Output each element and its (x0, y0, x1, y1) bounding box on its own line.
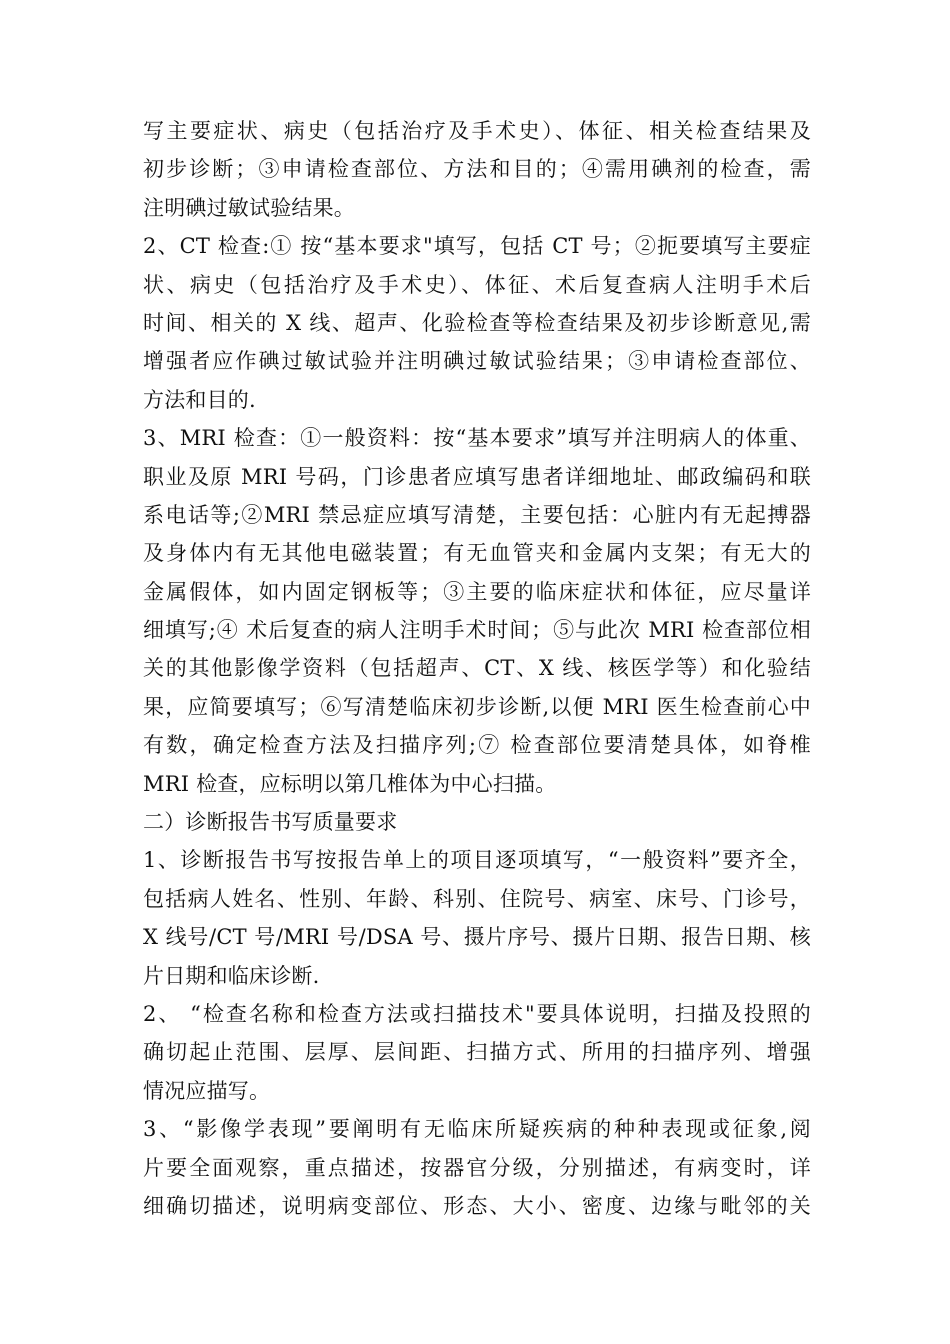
text-line: 金属假体，如内固定钢板等；③主要的临床症状和体征，应尽量详 (143, 579, 811, 604)
text-line: 方法和目的. (143, 387, 256, 412)
text-line: 细确切描述，说明病变部位、形态、大小、密度、边缘与毗邻的关 (143, 1193, 811, 1218)
text-line: MRI 检查，应标明以第几椎体为中心扫描。 (143, 771, 557, 796)
section-heading: 二）诊断报告书写质量要求 (143, 810, 398, 835)
text-line: 情况应描写。 (143, 1078, 271, 1103)
text-line: 关的其他影像学资料（包括超声、CT、X 线、核医学等）和化验结 (143, 656, 811, 681)
text-line: 职业及原 MRI 号码，门诊患者应填写患者详细地址、邮政编码和联 (143, 464, 811, 489)
text-line: 片日期和临床诊断. (143, 963, 320, 988)
text-line: 状、病史（包括治疗及手术史）、体征、术后复查病人注明手术后 (143, 272, 811, 297)
text-line: 3、“影像学表现”要阐明有无临床所疑疾病的种种表现或征象,阅 (143, 1117, 811, 1142)
text-line: 确切起止范围、层厚、层间距、扫描方式、所用的扫描序列、增强 (143, 1040, 811, 1065)
text-line: 包括病人姓名、性别、年龄、科别、住院号、病室、床号、门诊号， (143, 886, 811, 911)
text-line: 2、CT 检查:① 按“基本要求"填写，包括 CT 号；②扼要填写主要症 (143, 234, 811, 259)
text-line: 有数，确定检查方法及扫描序列;⑦ 检查部位要清楚具体，如脊椎 (143, 733, 811, 758)
text-line: 系电话等;②MRI 禁忌症应填写清楚，主要包括：心脏内有无起搏器 (143, 502, 811, 527)
text-line: 细填写;④ 术后复查的病人注明手术时间；⑤与此次 MRI 检查部位相 (143, 618, 811, 643)
text-line: 增强者应作碘过敏试验并注明碘过敏试验结果；③申请检查部位、 (143, 349, 811, 374)
text-line: 3、MRI 检查：①一般资料：按“基本要求”填写并注明病人的体重、 (143, 426, 811, 451)
text-line: 写主要症状、病史（包括治疗及手术史）、体征、相关检查结果及 (143, 119, 811, 143)
text-line: 初步诊断；③申请检查部位、方法和目的；④需用碘剂的检查，需 (143, 157, 811, 182)
text-line: 片要全面观察，重点描述，按器官分级，分别描述，有病变时，详 (143, 1155, 811, 1180)
text-line: 时间、相关的 X 线、超声、化验检查等检查结果及初步诊断意见,需 (143, 310, 811, 335)
text-line: 1、诊断报告书写按报告单上的项目逐项填写，“一般资料”要齐全， (143, 848, 811, 873)
text-line: 及身体内有无其他电磁装置；有无血管夹和金属内支架；有无大的 (143, 541, 811, 566)
text-line: 注明碘过敏试验结果。 (143, 195, 355, 220)
document-body (143, 112, 811, 1225)
text-line: 果，应简要填写；⑥写清楚临床初步诊断,以便 MRI 医生检查前心中 (143, 694, 811, 719)
text-line: X 线号/CT 号/MRI 号/DSA 号、摄片序号、摄片日期、报告日期、核 (143, 925, 811, 950)
text-line: 2、 “检查名称和检查方法或扫描技术"要具体说明，扫描及投照的 (143, 1001, 811, 1026)
